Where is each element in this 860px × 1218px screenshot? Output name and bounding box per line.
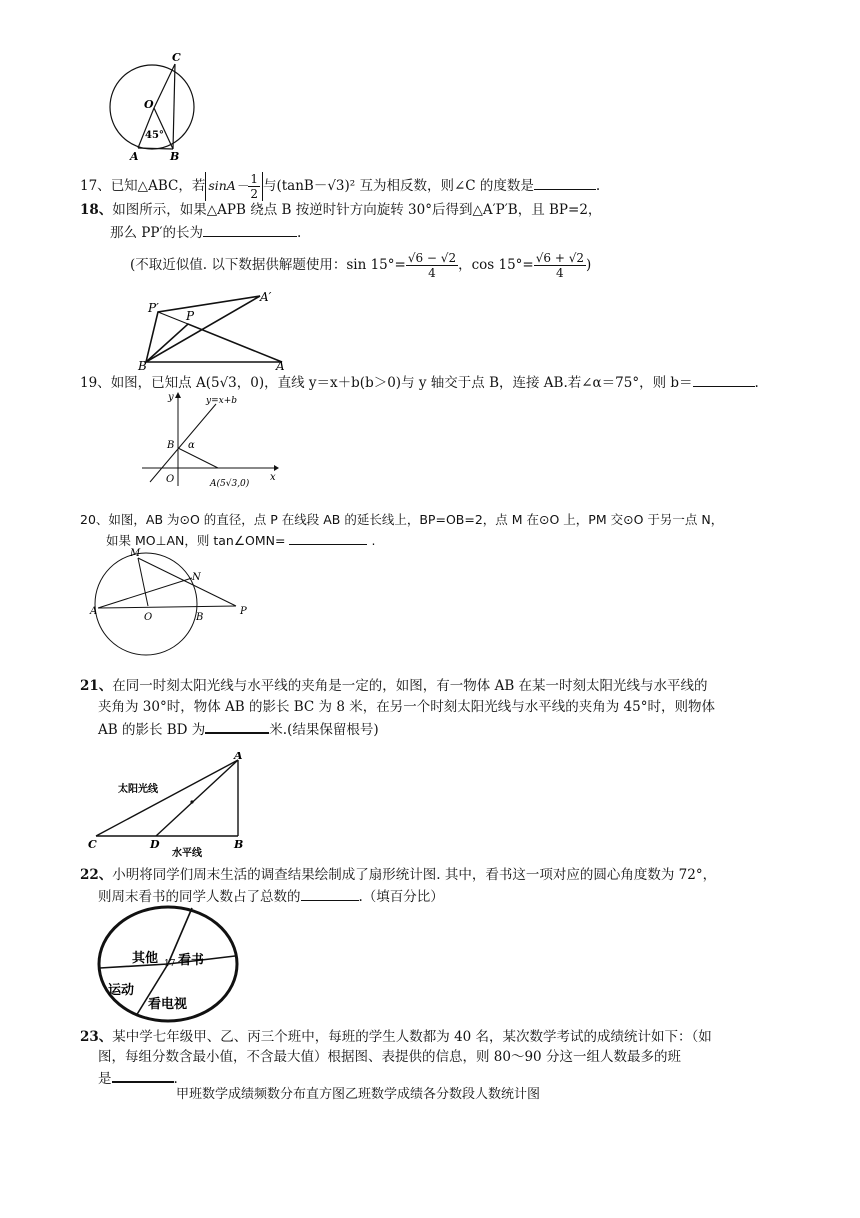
cos15-fraction: $\frac{√6 + √2}{4}$ — [535, 251, 584, 280]
question-text: 如图，已知点 A(5√3，0)，直线 y＝x＋b(b＞0)与 y 轴交于点 B，连接 AB.若∠α＝75°，则 b＝ — [110, 375, 693, 391]
label-a: A — [276, 359, 285, 373]
label-d: D — [150, 838, 160, 851]
circle-figure-q20 — [86, 546, 256, 658]
question-22-line2: 则周末看书的同学人数占了总数的 .（填百分比） — [98, 886, 444, 907]
label-p: P — [240, 606, 247, 617]
label-b: B — [170, 150, 180, 163]
label-a1: A′ — [260, 290, 272, 304]
question-number: 20、 — [80, 512, 109, 527]
label-line: y=x+b — [206, 396, 238, 406]
question-text: 如图，AB 为⊙O 的直径，点 P 在线段 AB 的延长线上，BP=OB=2，点 M 在⊙O 上，PM 交⊙O 于另一点 N， — [108, 512, 724, 527]
shadow-figure-q21 — [84, 752, 260, 860]
question-19: 19、如图，已知点 A(5√3，0)，直线 y＝x＋b(b＞0)与 y 轴交于点 B，连接 AB.若∠α＝75°，则 b＝ . — [80, 372, 759, 393]
abs-left: sinA－ — [208, 178, 249, 193]
question-number: 23、 — [80, 1029, 113, 1045]
question-18-line2: 那么 PP′的长为 . — [110, 222, 301, 243]
question-18-hint: (不取近似值. 以下数据供解题使用：sin 15°= $\frac{√6 - √2}{4}$ ，cos 15°= $\frac{√6 + √2}{4}$ ) — [130, 251, 592, 280]
answer-blank[interactable] — [534, 175, 596, 190]
question-number: 19、 — [80, 375, 111, 391]
label-sun: 太阳光线 — [118, 784, 158, 795]
label-b: B — [138, 359, 147, 373]
pie-chart-q22 — [96, 902, 246, 1026]
figure-caption-q23: 甲班数学成绩频数分布直方图乙班数学成绩各分数段人数统计图 — [176, 1087, 541, 1102]
question-23-line1: 23、某中学七年级甲、乙、丙三个班中，每班的学生人数都为 40 名，某次数学考试的成绩统计如下：（如 — [80, 1029, 712, 1045]
question-20-line1 — [80, 510, 723, 530]
label-tv: 看电视 — [148, 997, 188, 1012]
label-small: 17 — [164, 959, 176, 969]
question-21-line3: AB 的影长 BD 为 米.(结果保留根号) — [98, 718, 379, 740]
question-text-mid: 与(tanB－√3)² 互为相反数，则∠C 的度数是 — [262, 178, 534, 194]
question-21-line2: 夹角为 30°时，物体 AB 的影长 BC 为 8 米，在另一个时刻太阳光线与水平线的夹角为 45°时，则物体 — [98, 699, 715, 715]
label-read: 看书 — [178, 953, 205, 968]
fraction-half: $\frac{1}{2}$ — [250, 172, 258, 201]
label-a: A — [90, 606, 98, 617]
answer-blank[interactable] — [112, 1067, 174, 1083]
question-number: 17、 — [80, 178, 111, 194]
sin15-fraction: $\frac{√6 - √2}{4}$ — [407, 251, 457, 280]
answer-blank[interactable] — [693, 372, 755, 387]
label-o: O — [166, 474, 175, 485]
label-o: O — [144, 612, 153, 623]
label-m: M — [130, 548, 141, 559]
label-x: x — [270, 472, 276, 483]
answer-blank[interactable] — [289, 530, 367, 545]
label-sport: 运动 — [108, 983, 135, 998]
label-c: C — [88, 838, 97, 851]
label-other: 其他 — [132, 951, 159, 966]
question-20-line2: 如果 MO⊥AN，则 tan∠OMN= . — [106, 530, 375, 551]
coordinate-figure-q19 — [138, 390, 280, 490]
angle-label: 45° — [145, 130, 164, 141]
label-y: y — [168, 392, 174, 403]
question-text: 已知△ABC，若 — [110, 178, 206, 194]
label-horizon: 水平线 — [172, 848, 202, 859]
label-b: B — [167, 440, 175, 451]
answer-blank[interactable] — [301, 886, 359, 901]
label-n: N — [192, 572, 201, 583]
question-23-line2: 图，每组分数含最小值，不含最大值）根据图、表提供的信息，则 80～90 分这一组人数最多的班 — [98, 1049, 681, 1065]
question-22-line1: 22、小明将同学们周末生活的调查结果绘制成了扇形统计图. 其中，看书这一项对应的圆心角度数为 72°， — [80, 867, 717, 883]
label-a: A — [130, 150, 139, 163]
label-c: C — [172, 51, 181, 64]
label-p1: P′ — [148, 301, 159, 315]
question-number: 22、 — [80, 867, 113, 883]
question-23-line3: 是 . — [98, 1067, 178, 1089]
label-p: P — [186, 309, 195, 323]
question-number: 18、 — [80, 202, 113, 218]
label-a: A(5√3,0) — [210, 479, 250, 489]
answer-blank[interactable] — [203, 222, 297, 237]
rotation-figure-q18 — [136, 290, 296, 374]
label-a: A — [234, 752, 243, 762]
label-o: O — [144, 98, 154, 111]
label-alpha: α — [188, 440, 195, 451]
question-text: 如图所示，如果△APB 绕点 B 按逆时针方向旋转 30°后得到△A′P′B，且 BP=2， — [112, 202, 602, 218]
question-21-line1: 21、在同一时刻太阳光线与水平线的夹角是一定的，如图，有一物体 AB 在某一时刻太阳光线与水平线的 — [80, 678, 708, 694]
question-18-line1 — [80, 200, 601, 220]
circle-figure-q16 — [100, 50, 210, 168]
label-b: B — [196, 612, 204, 623]
answer-blank[interactable] — [205, 718, 269, 734]
question-17: 17、已知△ABC，若 sinA－ $\frac{1}{2}$ 与(tanB－√3)² 互为相反数，则∠C 的度数是 . — [80, 172, 601, 201]
question-number: 21、 — [80, 678, 113, 694]
label-b: B — [234, 838, 244, 851]
